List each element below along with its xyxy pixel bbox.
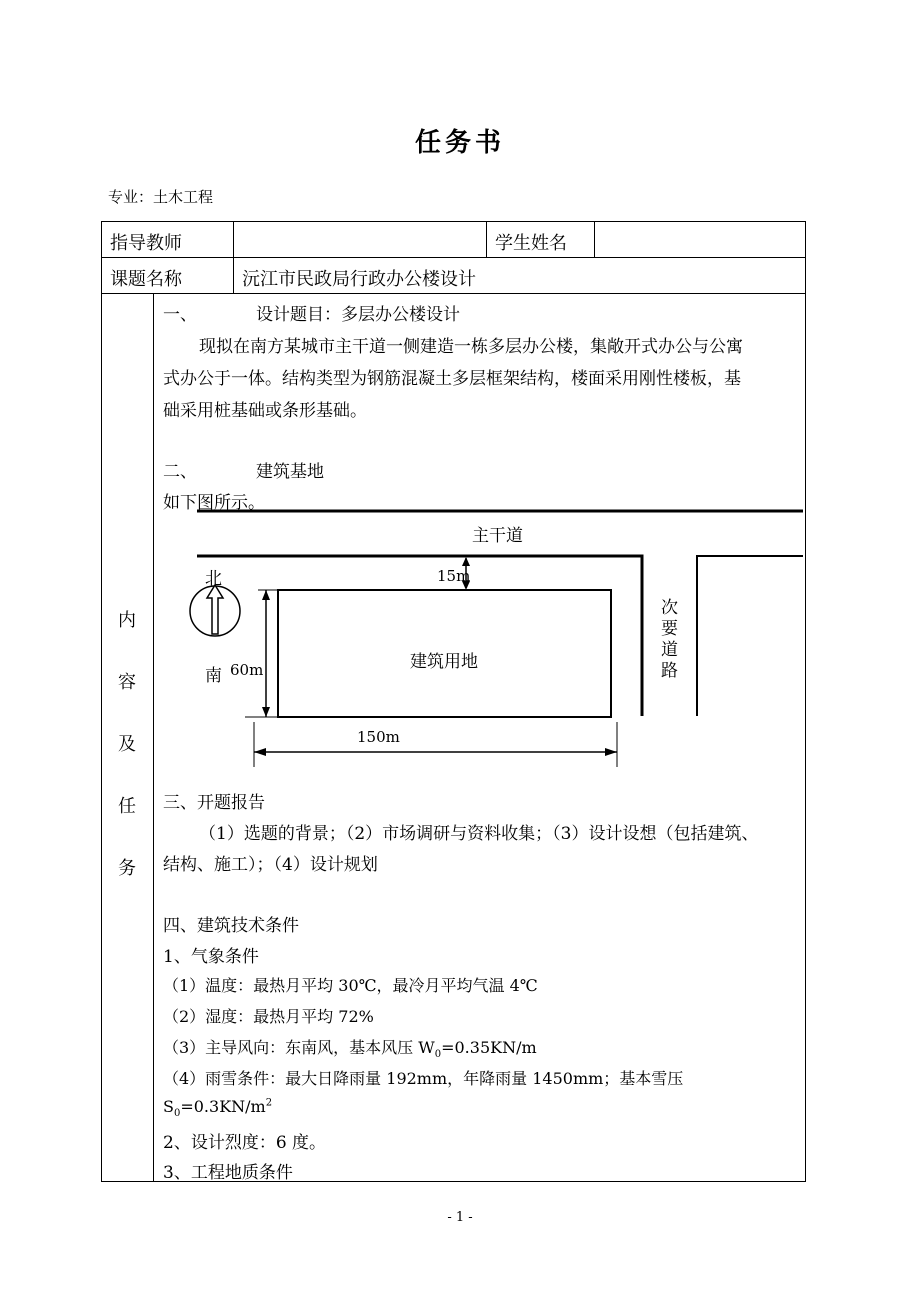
- section1-title: 设计题目：多层办公楼设计: [256, 305, 460, 325]
- length-arrow-right: [605, 748, 617, 756]
- main-road-label: 主干道: [472, 526, 523, 546]
- building-site-label: 建筑用地: [410, 652, 478, 672]
- main-road-bottom-line: [197, 556, 642, 716]
- section4-item: 2、设计烈度：6 度。: [163, 1133, 327, 1153]
- snow-value: =0.3KN/m: [180, 1097, 266, 1116]
- section2-number: 二、: [163, 462, 197, 482]
- north-arrow-icon: [207, 585, 223, 634]
- section2-title: 建筑基地: [256, 462, 324, 482]
- depth-label: 60m: [230, 661, 264, 679]
- wind-subscript: 0: [434, 1049, 442, 1061]
- side-label-char: 容: [118, 672, 136, 693]
- length-arrow-left: [254, 748, 266, 756]
- section4-title: 四、建筑技术条件: [163, 916, 299, 936]
- section2-text: 如下图所示。: [163, 493, 265, 513]
- north-label: 北: [205, 569, 222, 589]
- secondary-road-right-line: [697, 556, 803, 716]
- section3-paragraph-line: （1）选题的背景；（2）市场调研与资料收集；（3）设计设想（包括建筑、: [199, 824, 759, 844]
- setback-arrow-top: [462, 557, 470, 566]
- student-label: 学生姓名: [495, 233, 567, 254]
- advisor-label: 指导教师: [110, 233, 182, 254]
- section1-paragraph-line: 础采用桩基础或条形基础。: [163, 401, 367, 421]
- section1-number: 一、: [163, 305, 197, 325]
- wind-value: =0.35KN/m: [441, 1038, 537, 1057]
- side-label-char: 及: [118, 734, 136, 755]
- snow-superscript: 2: [265, 1097, 273, 1109]
- section3-paragraph-line: 结构、施工）；（4）设计规划: [163, 855, 378, 875]
- section1-paragraph-line: 现拟在南方某城市主干道一侧建造一栋多层办公楼，集敞开式办公与公寓: [199, 337, 743, 357]
- section4-subitem: （1）温度：最热月平均 30℃，最冷月平均气温 4℃: [163, 976, 538, 995]
- document-title: 任务书: [414, 128, 505, 158]
- section4-snow-load: [163, 1097, 272, 1119]
- topic-value: 沅江市民政局行政办公楼设计: [242, 269, 476, 290]
- page-number: - 1 -: [447, 1210, 473, 1225]
- setback-label: 15m: [437, 567, 471, 585]
- south-label: 南: [205, 666, 222, 686]
- section4-subitem-wind: [163, 1035, 537, 1060]
- section1-paragraph-line: 式办公于一体。结构类型为钢筋混凝土多层框架结构，楼面采用刚性楼板，基: [163, 369, 741, 389]
- section4-subitem: （4）雨雪条件：最大日降雨量 192mm，年降雨量 1450mm；基本雪压: [163, 1069, 684, 1088]
- depth-arrow-top: [262, 590, 270, 600]
- section4-item: 1、气象条件: [163, 947, 259, 967]
- side-label-char: 任: [118, 796, 136, 817]
- major-line: 专业：土木工程: [108, 188, 214, 206]
- secondary-road-label: 次要道路: [661, 598, 678, 681]
- depth-arrow-bottom: [262, 707, 270, 717]
- section4-item: 3、工程地质条件: [163, 1163, 293, 1183]
- length-label: 150m: [357, 728, 400, 746]
- snow-subscript: 0: [173, 1108, 181, 1120]
- section3-title: 三、开题报告: [163, 793, 265, 813]
- side-label-char: 内: [118, 610, 136, 631]
- section4-subitem: （2）湿度：最热月平均 72%: [163, 1007, 374, 1026]
- side-label-char: 务: [118, 858, 136, 879]
- topic-label: 课题名称: [110, 269, 182, 290]
- wind-text: （3）主导风向：东南风，基本风压 W: [163, 1038, 435, 1057]
- snow-symbol: S: [163, 1097, 174, 1116]
